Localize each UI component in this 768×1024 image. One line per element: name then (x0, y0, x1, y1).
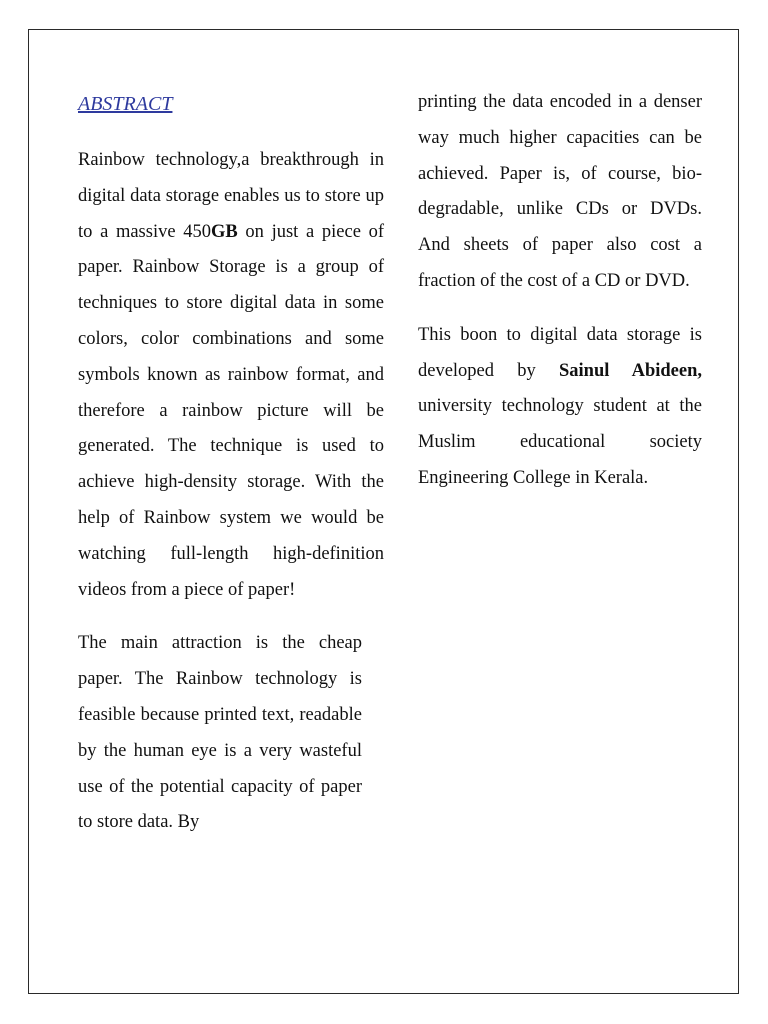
paragraph-intro (78, 143, 384, 608)
right-column (418, 85, 702, 497)
developer-name: Sainul Abideen, (558, 360, 702, 381)
left-column (78, 86, 384, 841)
paragraph-developer-text-1: This boon to digital data storage is developed by (418, 324, 702, 381)
paragraph-developer (418, 318, 702, 497)
paragraph-capacity: printing the data encoded in a denser way much higher capacities can be achieved. Paper is, of course, bio-degradable, unlike CDs or DVDs. And sheets of paper also cost a fraction of the cost of a CD or DVD. (418, 92, 702, 291)
paragraph-intro-bold: GB (211, 221, 238, 242)
paragraph-attraction: The main attraction is the cheap paper. The Rainbow technology is feasible because printed text, readable by the human eye is a very wasteful use of the potential capacity of paper to store data. By (78, 633, 362, 833)
paragraph-developer-text-2: university technology student at the Muslim educational society Engineering College in Kerala. (418, 396, 702, 488)
abstract-heading: ABSTRACT (78, 93, 173, 115)
paragraph-intro-text-1: Rainbow technology,a breakthrough in digital data storage enables us to store up to a massive 450 (78, 150, 384, 242)
paragraph-intro-text-2: on just a piece of paper. Rainbow Storage is a group of techniques to store digital data in some colors, color combinations and some symbols known as rainbow format, and therefore a rainbow picture will be generated. The technique is used to achieve high-density storage. With the help of Rainbow system we would be watching full-length high-definition videos from a piece of paper! (78, 221, 385, 600)
